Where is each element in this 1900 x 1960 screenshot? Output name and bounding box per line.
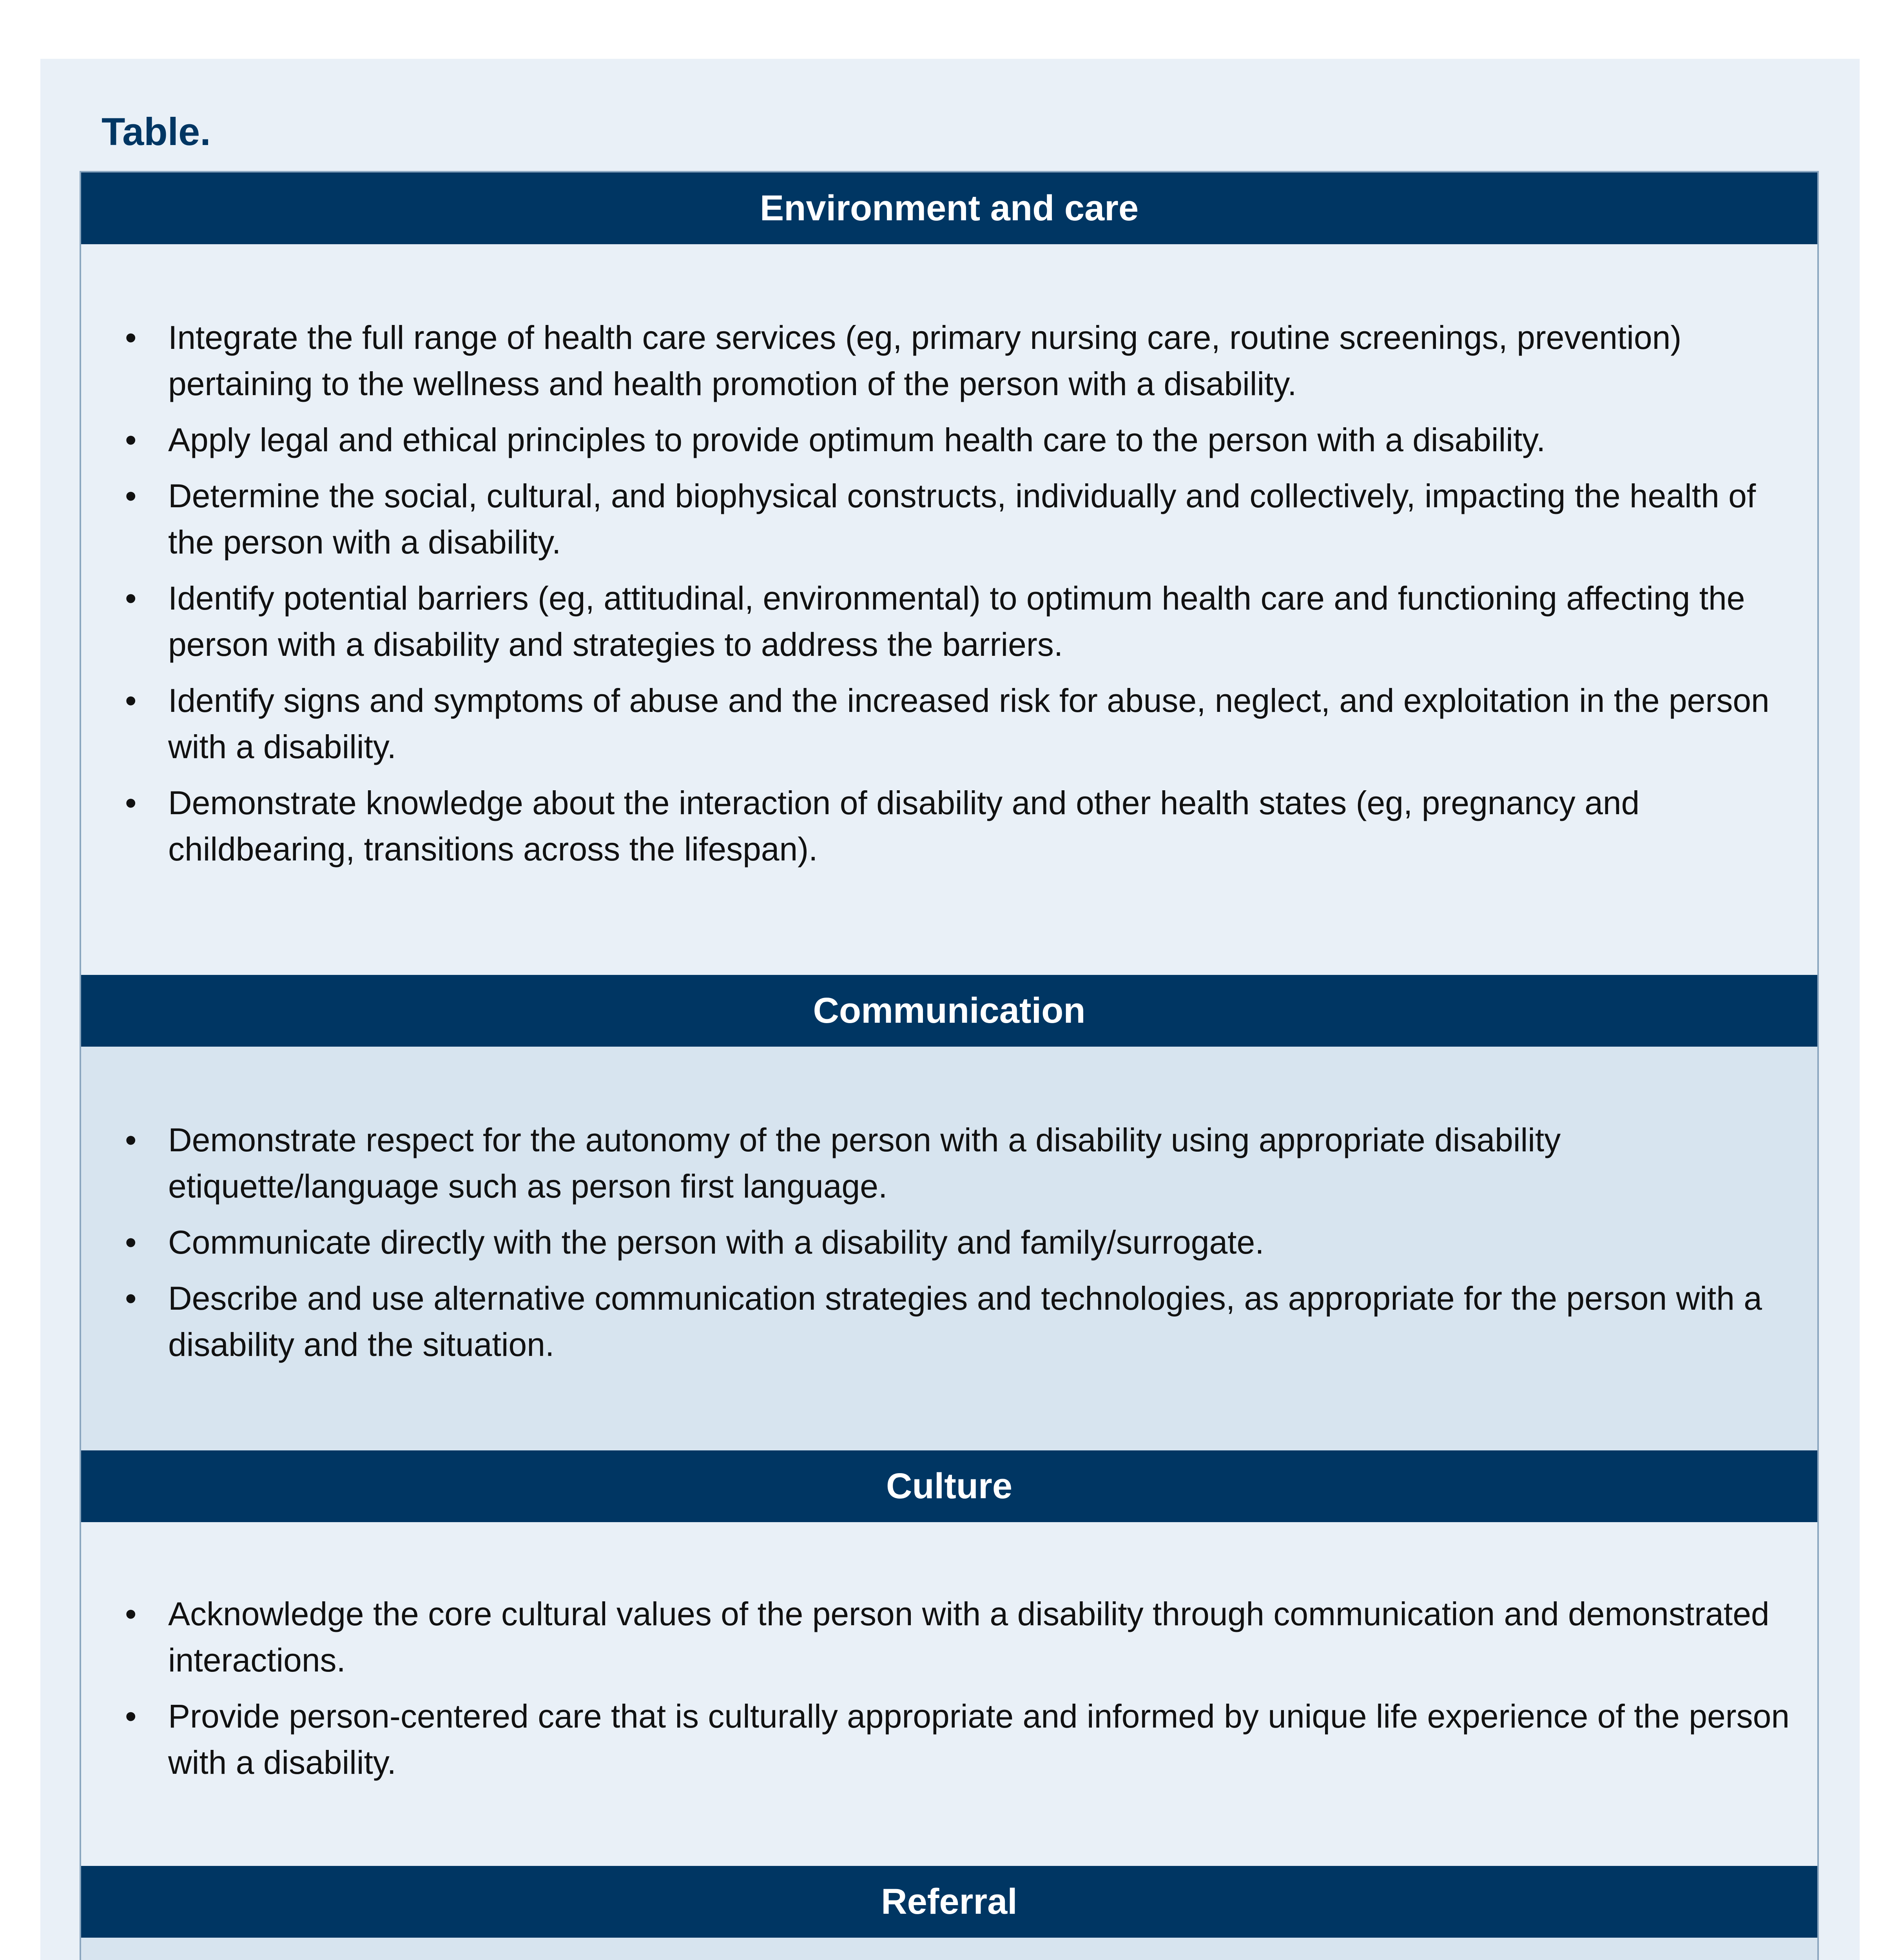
communication-list bbox=[81, 1117, 1817, 1377]
bullet-icon: • bbox=[125, 319, 137, 356]
list-item: • Describe and use alternative communication strategies and technologies, as appropriate for the person with a disability and the situation. bbox=[81, 1275, 1817, 1368]
list-item: • Apply legal and ethical principles to provide optimum health care to the person with a disability. bbox=[81, 417, 1817, 463]
bullet-icon: • bbox=[125, 784, 137, 821]
list-item: • Demonstrate respect for the autonomy of the person with a disability using appropriate disability etiquette/language such as person first language. bbox=[81, 1117, 1817, 1209]
section-header-referral: Referral bbox=[81, 1866, 1817, 1938]
section-body-culture bbox=[81, 1522, 1817, 1866]
bullet-icon: • bbox=[125, 1122, 137, 1158]
list-item: • Integrate the full range of health care services (eg, primary nursing care, routine screenings, prevention) pertaining to the wellness and health promotion of the person with a disability. bbox=[81, 314, 1817, 407]
environment-and-care-list bbox=[81, 314, 1817, 882]
bullet-icon: • bbox=[125, 580, 137, 617]
section-body-referral bbox=[81, 1938, 1817, 1960]
bullet-icon: • bbox=[125, 421, 137, 458]
list-item: • Provide person-centered care that is culturally appropriate and informed by unique life experience of the person with a disability. bbox=[81, 1693, 1817, 1786]
section-body-communication bbox=[81, 1047, 1817, 1450]
bullet-icon: • bbox=[125, 477, 137, 514]
competency-table bbox=[80, 171, 1819, 1960]
section-header-environment-and-care: Environment and care bbox=[81, 172, 1817, 244]
table-title: Table. bbox=[102, 110, 211, 153]
section-header-culture: Culture bbox=[81, 1450, 1817, 1522]
bullet-icon: • bbox=[125, 1698, 137, 1735]
list-item: • Determine the social, cultural, and biophysical constructs, individually and collectively, impacting the health of the person with a disability. bbox=[81, 473, 1817, 565]
bullet-icon: • bbox=[125, 682, 137, 719]
list-item: • Demonstrate knowledge about the interaction of disability and other health states (eg, pregnancy and childbearing, transitions across the lifespan). bbox=[81, 780, 1817, 872]
section-header-communication: Communication bbox=[81, 975, 1817, 1047]
bullet-icon: • bbox=[125, 1595, 137, 1632]
bullet-icon: • bbox=[125, 1280, 137, 1317]
bullet-icon: • bbox=[125, 1224, 137, 1261]
section-body-environment-and-care bbox=[81, 244, 1817, 975]
culture-list bbox=[81, 1591, 1817, 1795]
list-item: • Identify potential barriers (eg, attitudinal, environmental) to optimum health care and functioning affecting the person with a disability and strategies to address the barriers. bbox=[81, 575, 1817, 668]
list-item: • Communicate directly with the person with a disability and family/surrogate. bbox=[81, 1219, 1817, 1265]
list-item: • Acknowledge the core cultural values of the person with a disability through communication and demonstrated interactions. bbox=[81, 1591, 1817, 1683]
list-item: • Identify signs and symptoms of abuse and the increased risk for abuse, neglect, and exploitation in the person with a disability. bbox=[81, 677, 1817, 770]
